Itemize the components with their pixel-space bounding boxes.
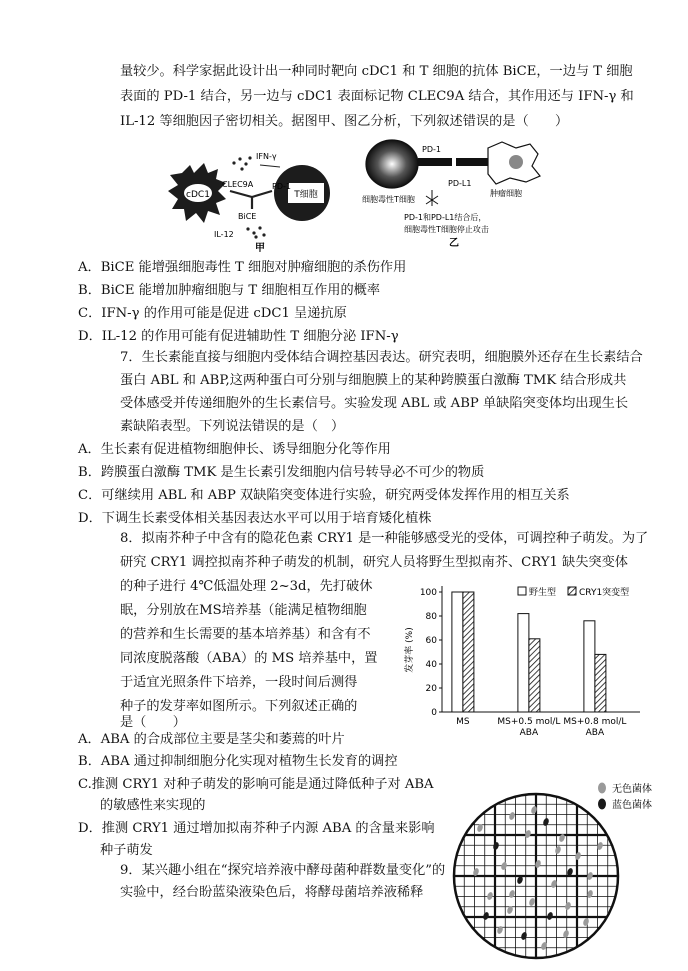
clec9a-label: CLEC9A <box>222 180 254 189</box>
y-tick-label: 20 <box>425 684 437 694</box>
ctl-label: 细胞毒性T细胞 <box>362 195 415 204</box>
blue-yeast-cell <box>482 911 490 920</box>
ifn-arrow <box>260 165 280 167</box>
q8-option-d-2: 种子萌发 <box>100 843 153 858</box>
blue-yeast-cell <box>492 841 500 850</box>
colorless-yeast-cell <box>582 917 590 926</box>
pdl1-label: PD-L1 <box>448 179 472 188</box>
yi-note-2: 细胞毒性T细胞停止攻击 <box>404 225 489 234</box>
q7-line-4: 素缺陷表型。下列说法错误的是（ ） <box>120 419 345 434</box>
colorless-yeast-cell <box>496 925 504 934</box>
legend-label: CRY1突变型 <box>579 588 630 598</box>
q7-option-c: C．可继续用 ABL 和 ABP 双缺陷突变体进行实验，研究两受体发挥作用的相互关系 <box>78 488 570 503</box>
colorless-yeast-cell <box>540 941 548 950</box>
counting-chamber-figure <box>450 776 675 968</box>
y-tick-label: 40 <box>425 660 437 670</box>
q6-line-1: 量较少。科学家据此设计出一种同时靶向 cDC1 和 T 细胞的抗体 BiCE，一边与 T 细胞 <box>120 64 633 79</box>
ifn-label: IFN-γ <box>256 152 277 161</box>
tumor-label: 肿瘤细胞 <box>490 189 522 198</box>
q7-option-b: B．跨膜蛋白激酶 TMK 是生长素引发细胞内信号转导必不可少的物质 <box>78 465 485 480</box>
blue-yeast-cell <box>542 817 550 826</box>
q9-line-1: 9．某兴趣小组在“探究培养液中酵母菌种群数量变化”的 <box>120 863 446 878</box>
q8-line-3: 的种子进行 4℃低温处理 2~3d，先打破休 <box>120 579 373 594</box>
yi-note-1: PD-1和PD-L1结合后， <box>404 213 487 222</box>
figure-yi <box>360 138 560 250</box>
y-tick-label: 100 <box>419 588 437 598</box>
bar-cry1-mutant-2 <box>595 654 606 712</box>
il12-label: IL-12 <box>214 230 234 239</box>
y-tick-label: 80 <box>425 612 437 622</box>
q8-option-c-2: 的敏感性来实现的 <box>100 798 206 813</box>
colorless-yeast-cell <box>528 897 536 906</box>
colorless-yeast-cell <box>508 811 516 820</box>
colorless-yeast-cell <box>486 891 494 900</box>
q6-line-2: 表面的 PD-1 结合，另一边与 cDC1 表面标记物 CLEC9A 结合，其作用还与 IFN-γ 和 <box>120 89 634 104</box>
q9-line-2: 实验中，经台盼蓝染液染色后，将酵母菌培养液稀释 <box>120 885 424 900</box>
q8-line-7: 于适宜光照条件下培养，一段时间后测得 <box>120 675 358 690</box>
colorless-yeast-cell <box>564 901 572 910</box>
legend-label: 野生型 <box>529 588 557 598</box>
x-tick-label: ABA <box>585 728 605 738</box>
tumor-nucleus <box>509 155 523 169</box>
germination-chart <box>398 578 648 740</box>
legend-colorless: 无色菌体 <box>612 784 652 795</box>
bice-antibody-icon <box>230 191 272 209</box>
q6-option-b: B．BiCE 能增加肿瘤细胞与 T 细胞相互作用的概率 <box>78 283 381 298</box>
x-tick-label: MS+0.8 mol/L <box>563 717 627 727</box>
figure-yi-caption: 乙 <box>449 238 459 249</box>
q6-option-a: A．BiCE 能增强细胞毒性 T 细胞对肿瘤细胞的杀伤作用 <box>78 260 407 275</box>
figure-jia <box>160 145 360 253</box>
stop-attack-mark <box>426 190 438 206</box>
colorless-cell-legend-icon <box>598 783 606 794</box>
colorless-yeast-cell <box>574 851 582 860</box>
q8-option-a: A．ABA 的合成部位主要是茎尖和萎蔫的叶片 <box>78 732 345 747</box>
y-tick-label: 60 <box>425 636 437 646</box>
q8-option-b: B．ABA 通过抑制细胞分化实现对植物生长发育的调控 <box>78 754 398 769</box>
q6-option-d: D．IL-12 的作用可能有促进辅助性 T 细胞分泌 IFN-γ <box>78 329 399 344</box>
x-tick-label: MS <box>456 717 470 727</box>
bar-cry1-mutant-1 <box>529 639 540 712</box>
ctl-cell-shape <box>366 140 418 188</box>
il12-dots <box>246 226 265 238</box>
x-tick-label: MS+0.5 mol/L <box>497 717 561 727</box>
t-cell-label: T细胞 <box>294 190 318 200</box>
figure-jia-caption: 甲 <box>255 243 265 253</box>
q7-line-3: 受体感受并传递细胞外的生长素信号。实验发现 ABL 或 ABP 单缺陷突变体均出现生长 <box>120 396 629 411</box>
legend-blue: 蓝色菌体 <box>612 800 652 811</box>
blue-yeast-cell <box>520 931 528 940</box>
ifn-dots <box>232 156 251 170</box>
pd1-label-jia: PD-1 <box>272 182 291 191</box>
cdc1-label: cDC1 <box>186 190 210 200</box>
blue-cell-legend-icon <box>598 799 606 810</box>
q7-option-a: A．生长素有促进植物细胞伸长、诱导细胞分化等作用 <box>78 442 391 457</box>
q6-option-c: C．IFN-γ 的作用可能是促进 cDC1 呈递抗原 <box>78 306 347 321</box>
pdl1-ligand <box>456 158 488 166</box>
q8-line-4: 眠，分别放在MS培养基（能满足植物细胞 <box>120 603 367 618</box>
q6-line-3: IL-12 等细胞因子密切相关。据图甲、图乙分析，下列叙述错误的是（ ） <box>120 114 569 129</box>
q8-option-c-1: C.推测 CRY1 对种子萌发的影响可能是通过降低种子对 ABA <box>78 777 434 792</box>
bar-wildtype-1 <box>518 614 529 712</box>
q7-line-2: 蛋白 ABL 和 ABP,这两种蛋白可分别与细胞膜上的某种跨膜蛋白激酶 TMK 结合形成共 <box>120 373 627 388</box>
bar-cry1-mutant-0 <box>463 592 474 712</box>
colorless-yeast-cell <box>554 845 562 854</box>
colorless-yeast-cell <box>500 861 508 870</box>
bar-wildtype-0 <box>452 592 463 712</box>
q7-option-d: D．下调生长素受体相关基因表达水平可以用于培育矮化植株 <box>78 511 432 526</box>
q8-line-6: 同浓度脱落酸（ABA）的 MS 培养基中，置 <box>120 651 378 666</box>
q8-line-9: 是（ ） <box>120 715 186 730</box>
y-axis-label: 发芽率 (%) <box>405 627 415 673</box>
q8-line-1: 8．拟南芥种子中含有的隐花色素 CRY1 是一种能够感受光的受体，可调控种子萌发。为了 <box>120 531 649 546</box>
q8-line-8: 种子的发芽率如图所示。下列叙述正确的 <box>120 699 358 714</box>
q7-line-1: 7．生长素能直接与细胞内受体结合调控基因表达。研究表明，细胞膜外还存在生长素结合 <box>120 350 643 365</box>
x-tick-label: ABA <box>519 728 539 738</box>
bar-wildtype-2 <box>584 621 595 712</box>
bice-label: BiCE <box>238 212 257 221</box>
legend-swatch-wildtype <box>518 587 526 595</box>
blue-yeast-cell <box>546 911 554 920</box>
y-tick-label: 0 <box>431 708 437 718</box>
q8-option-d-1: D．推测 CRY1 通过增加拟南芥种子内源 ABA 的含量来影响 <box>78 821 435 836</box>
pd1-label-yi: PD-1 <box>422 145 441 154</box>
q8-line-2: 研究 CRY1 调控拟南芥种子萌发的机制，研究人员将野生型拟南芥、CRY1 缺失突变体 <box>120 555 628 570</box>
legend-swatch-cry1-mutant <box>568 587 576 595</box>
pd1-receptor <box>418 158 452 166</box>
colorless-yeast-cell <box>524 829 532 838</box>
colorless-yeast-cell <box>508 889 516 898</box>
q8-line-5: 的营养和生长需要的基本培养基）和含有不 <box>120 627 371 642</box>
